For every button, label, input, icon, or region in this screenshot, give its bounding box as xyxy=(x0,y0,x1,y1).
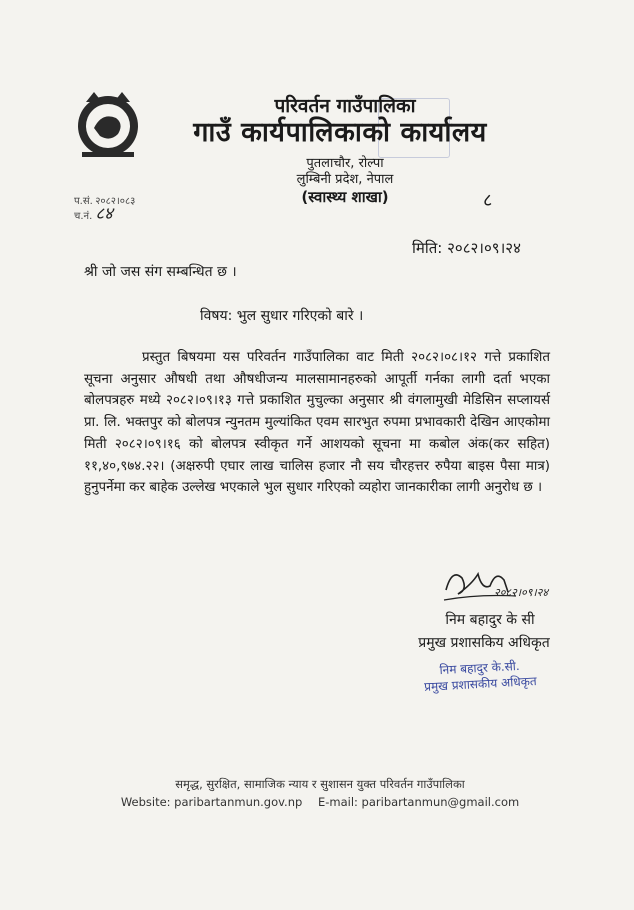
address-line-1: पुतलाचौर, रोल्पा xyxy=(306,156,384,171)
government-emblem-icon xyxy=(72,88,144,160)
signature-date: २०८२।०९।२४ xyxy=(494,586,549,599)
stamp-line-1: निम बहादुर के.सी. xyxy=(439,658,521,678)
stamp-line-2: प्रमुख प्रशासकीय अधिकृत xyxy=(423,674,538,694)
footer-website: Website: paribartanmun.gov.np xyxy=(120,795,303,809)
salutation: श्री जो जस संग सम्बन्धित छ । xyxy=(84,264,237,280)
signatory-title: प्रमुख प्रशासकिय अधिकृत xyxy=(418,635,550,651)
letter-date: मिति: २०८२।०९।२४ xyxy=(412,239,521,257)
municipality-name: परिवर्तन गाउँपालिका xyxy=(274,95,416,117)
office-name: गाउँ कार्यपालिकाको कार्यालय xyxy=(193,117,487,148)
margin-mark: ८ xyxy=(483,190,493,211)
letter-body xyxy=(84,347,550,499)
official-stamp xyxy=(409,656,550,695)
address-line-2: लुम्बिनी प्रदेश, नेपाल xyxy=(296,172,394,187)
chalani-label: च.नं. xyxy=(74,211,93,222)
footer-email: E-mail: paribartanmun@gmail.com xyxy=(317,795,520,809)
subject-line: विषय: भुल सुधार गरिएको बारे । xyxy=(200,308,364,324)
signature-scribble xyxy=(438,560,558,610)
patra-label: प.सं. xyxy=(74,196,93,207)
signatory-name: निम बहादुर के सी xyxy=(445,612,535,628)
footer-contact xyxy=(110,795,530,809)
chalani-value: ८४ xyxy=(95,204,113,224)
patra-value: २०८२।०८३ xyxy=(95,196,136,207)
body-paragraph: प्रस्तुत बिषयमा यस परिवर्तन गाउँपालिका वाट मिती २०८२।०८।१२ गत्ते प्रकाशित सूचना अनुसार औषधी तथा औषधीजन्य मालसामानहरुको आपूर्ती गर्नका लागी दर्ता भएका बोलपत्रहरु मध्ये २०८२।०९।१३ गत्ते प्रकाशित मुचुल्का अनुसार श्री वंगलामुखी मेडिसिन सप्लायर्स प्रा. लि. भक्तपुर को बोलपत्र न्युनतम मुल्यांकित एवम सारभुत रुपमा प्रभावकारी देखिन आएकोमा मिती २०८२।०९।१६ को बोलपत्र स्वीकृत गर्ने आशयको सूचना मा कबोल अंक(कर सहित) ११,४०,९७४.२२। (अक्षरुपी एघार लाख चालिस हजार नौ सय चौरहत्तर रुपैया बाइस पैसा मात्र) हुनुपर्नेमा कर बाहेक उल्लेख भएकाले भुल सुधार गरिएको व्यहोरा जानकारीका लागी अनुरोध छ । xyxy=(84,350,550,496)
reference-block xyxy=(74,196,135,223)
branch-name: (स्वास्थ्य शाखा) xyxy=(301,188,389,206)
footer-slogan: समृद्ध, सुरक्षित, सामाजिक न्याय र सुशासन युक्त परिवर्तन गाउँपालिका xyxy=(175,777,465,791)
chalani-number xyxy=(74,204,135,224)
